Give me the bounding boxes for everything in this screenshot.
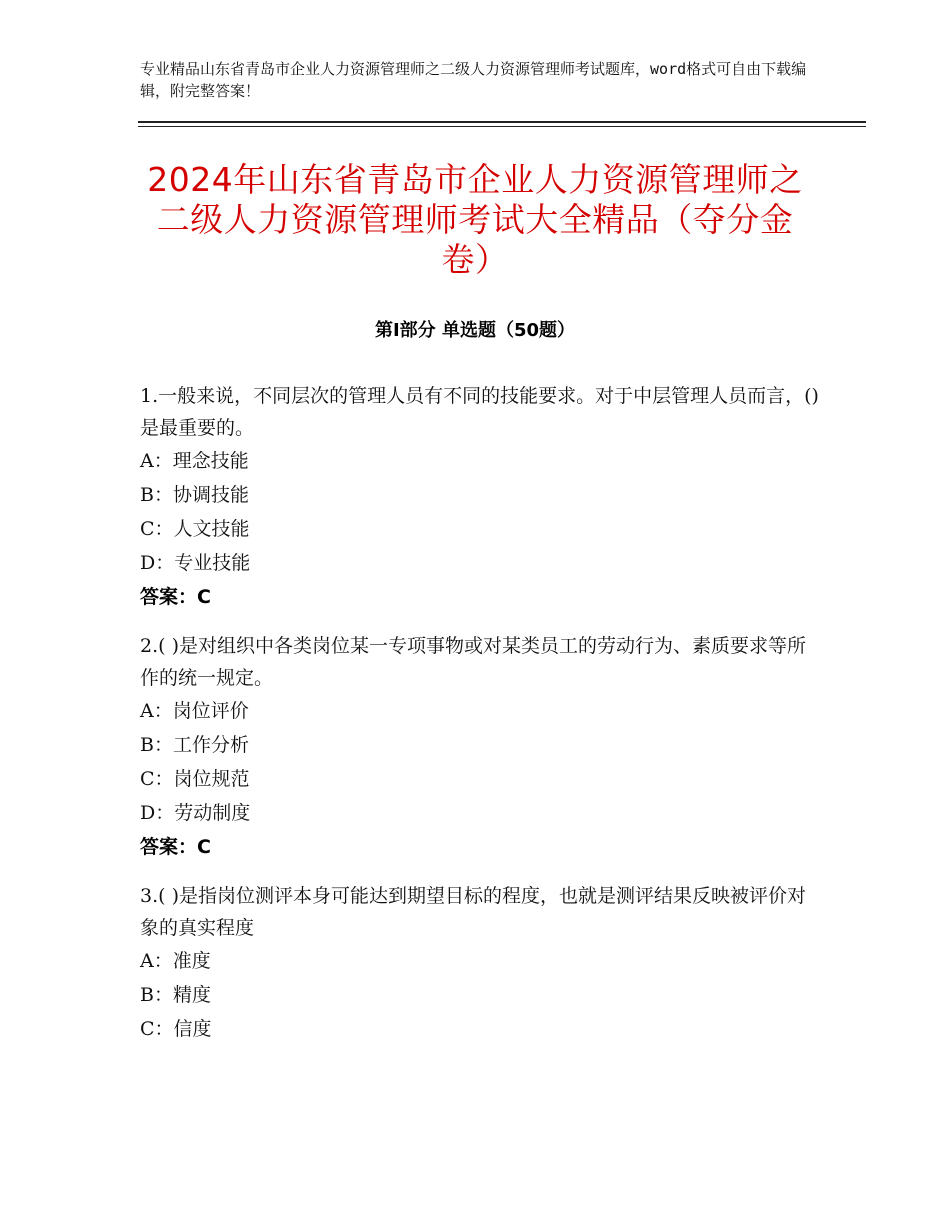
option-b: B：工作分析 [140, 734, 249, 756]
option-a: A：岗位评价 [140, 700, 249, 722]
option-d: D：专业技能 [140, 552, 251, 574]
option-c: C：岗位规范 [140, 768, 250, 790]
answer: 答案：C [140, 836, 211, 858]
header-divider-thin [138, 126, 866, 127]
option-a: A：理念技能 [140, 450, 249, 472]
option-b: B：协调技能 [140, 484, 249, 506]
option-c: C：信度 [140, 1018, 212, 1040]
option-d: D：劳动制度 [140, 802, 251, 824]
question-stem: 1.一般来说，不同层次的管理人员有不同的技能要求。对于中层管理人员而言，()是最重要的。 [140, 385, 819, 439]
header-note: 专业精品山东省青岛市企业人力资源管理师之二级人力资源管理师考试题库，word格式可自由下载编辑，附完整答案！ [140, 60, 807, 100]
option-a: A：准度 [140, 950, 211, 972]
option-c: C：人文技能 [140, 518, 250, 540]
answer: 答案：C [140, 586, 211, 608]
question-1 [140, 380, 820, 614]
question-2 [140, 630, 820, 864]
question-3 [140, 880, 820, 1046]
header-divider-thick [138, 121, 866, 123]
section-heading: 第Ⅰ部分 单选题（50题） [374, 320, 575, 341]
question-list [140, 380, 820, 1062]
document-title: 2024年山东省青岛市企业人力资源管理师之二级人力资源管理师考试大全精品（夺分金卷） [147, 160, 803, 279]
question-stem: 3.( )是指岗位测评本身可能达到期望目标的程度，也就是测评结果反映被评价对象的真实程度 [140, 885, 806, 939]
question-stem: 2.( )是对组织中各类岗位某一专项事物或对某类员工的劳动行为、素质要求等所作的统一规定。 [140, 635, 806, 689]
option-b: B：精度 [140, 984, 211, 1006]
